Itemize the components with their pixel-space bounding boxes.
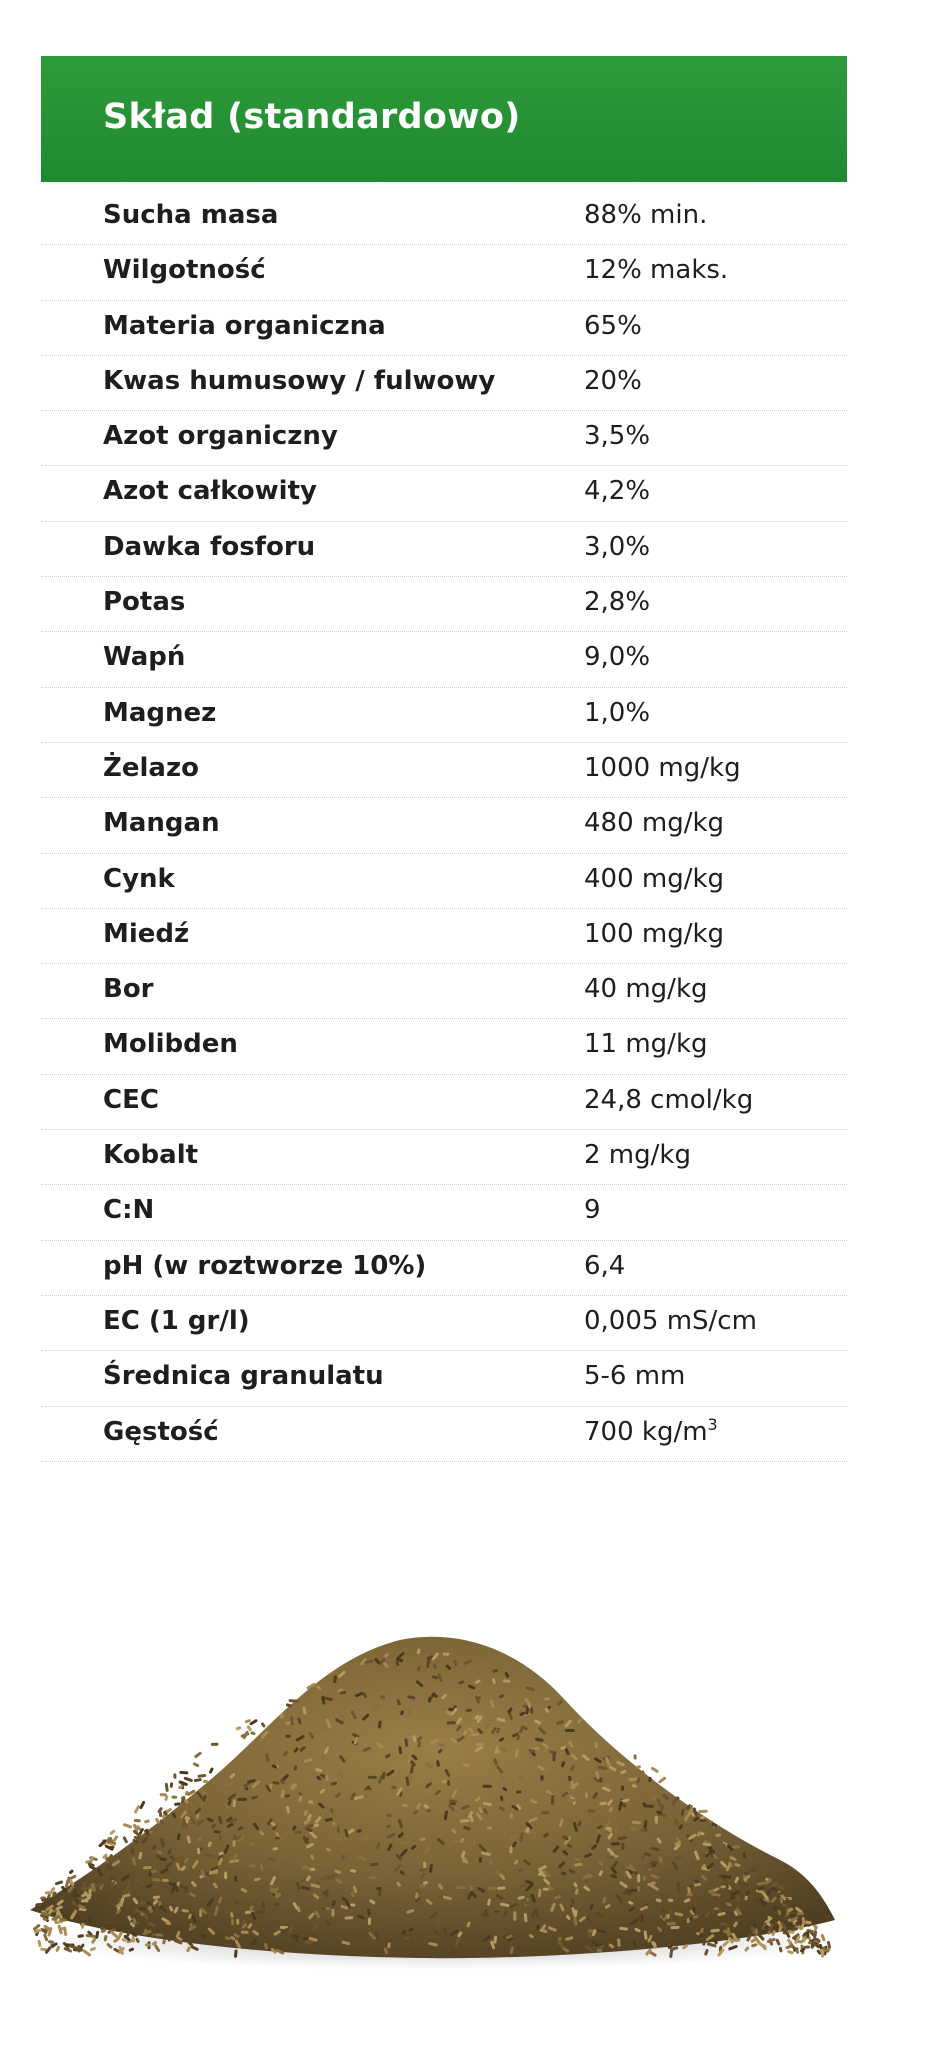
row-label: Materia organiczna bbox=[103, 310, 386, 341]
pellet bbox=[156, 1933, 164, 1936]
row-value-text: 65% bbox=[584, 310, 642, 341]
pellet bbox=[262, 1902, 265, 1910]
pellet bbox=[621, 1786, 624, 1791]
table-row bbox=[41, 577, 847, 632]
table-row bbox=[41, 1185, 847, 1240]
pellet bbox=[139, 1908, 146, 1911]
pellet bbox=[224, 1872, 227, 1880]
row-value bbox=[584, 1085, 753, 1115]
row-label: Dawka fosforu bbox=[103, 531, 316, 562]
pellet bbox=[481, 1913, 488, 1916]
row-value bbox=[584, 753, 741, 783]
row-label: Wapń bbox=[103, 642, 186, 673]
pellet bbox=[565, 1729, 575, 1732]
row-value-text: 24,8 cmol/kg bbox=[584, 1084, 754, 1115]
pellet bbox=[310, 1868, 315, 1871]
table-row bbox=[41, 466, 847, 521]
pellet bbox=[203, 1780, 209, 1784]
pellet bbox=[658, 1776, 667, 1784]
pellet bbox=[482, 1785, 492, 1788]
row-value bbox=[584, 421, 650, 451]
pellet bbox=[260, 1722, 266, 1728]
pellet bbox=[456, 1886, 465, 1889]
row-label: Molibden bbox=[103, 1029, 238, 1060]
section-header bbox=[41, 56, 847, 182]
pellet bbox=[677, 1882, 681, 1892]
row-label: C:N bbox=[103, 1195, 155, 1226]
pellet bbox=[368, 1876, 376, 1879]
row-value bbox=[584, 587, 650, 617]
pellet bbox=[331, 1909, 334, 1917]
pellet bbox=[122, 1836, 128, 1844]
pellet bbox=[235, 1726, 241, 1731]
row-label: EC (1 gr/l) bbox=[103, 1305, 250, 1336]
pellet bbox=[246, 1725, 252, 1732]
pellet bbox=[194, 1778, 202, 1782]
row-label: Kobalt bbox=[103, 1140, 199, 1171]
row-value-text: 1000 mg/kg bbox=[584, 752, 741, 783]
row-value-text: 1,0% bbox=[584, 697, 651, 728]
pellet bbox=[233, 1840, 236, 1847]
pellet bbox=[516, 1790, 521, 1793]
pellet bbox=[285, 1735, 290, 1738]
pellet bbox=[714, 1907, 719, 1910]
pellet bbox=[368, 1918, 371, 1925]
composition-table bbox=[41, 190, 847, 1462]
pellet bbox=[750, 1869, 756, 1872]
row-label: CEC bbox=[103, 1084, 159, 1115]
pellet bbox=[606, 1855, 614, 1859]
pellet bbox=[165, 1783, 169, 1792]
row-value bbox=[584, 642, 650, 672]
pellet bbox=[290, 1716, 294, 1725]
pellet-pile-image bbox=[20, 1610, 840, 1970]
row-value-text: 9,0% bbox=[584, 642, 651, 673]
pellet bbox=[326, 1876, 334, 1880]
pellet bbox=[139, 1800, 146, 1809]
row-value bbox=[584, 1306, 757, 1336]
row-value-text: 88% min. bbox=[584, 200, 708, 230]
pellet bbox=[344, 1916, 353, 1920]
row-value-text: 9 bbox=[584, 1195, 601, 1226]
pellet bbox=[646, 1805, 654, 1808]
pellet bbox=[123, 1823, 133, 1829]
row-label: Wilgotność bbox=[103, 255, 266, 286]
row-value bbox=[584, 1140, 691, 1170]
pellet bbox=[687, 1893, 693, 1896]
pellet bbox=[640, 1914, 644, 1922]
pellet bbox=[569, 1799, 576, 1802]
row-value-superscript: 3 bbox=[707, 1414, 718, 1434]
pellet bbox=[699, 1819, 706, 1822]
pellet bbox=[510, 1813, 513, 1819]
pellet bbox=[446, 1721, 455, 1724]
row-value bbox=[584, 1414, 718, 1447]
table-row bbox=[41, 245, 847, 300]
pellet bbox=[541, 1775, 544, 1781]
row-value bbox=[584, 255, 728, 285]
pellet bbox=[513, 1911, 516, 1921]
pellet bbox=[224, 1783, 230, 1786]
row-value bbox=[584, 200, 707, 230]
pellet bbox=[231, 1919, 234, 1925]
pellet bbox=[450, 1802, 457, 1805]
pellet bbox=[208, 1767, 214, 1774]
row-value-text: 11 mg/kg bbox=[584, 1029, 708, 1060]
pellet bbox=[637, 1874, 640, 1883]
table-row bbox=[41, 854, 847, 909]
pellet bbox=[77, 1945, 81, 1953]
pellet bbox=[611, 1842, 620, 1845]
row-value-text: 400 mg/kg bbox=[584, 863, 725, 894]
row-value bbox=[584, 532, 650, 562]
section-title: Skład (standardowo) bbox=[103, 97, 521, 137]
row-value-text: 700 kg/m bbox=[584, 1416, 708, 1447]
pellet bbox=[259, 1738, 262, 1747]
table-row bbox=[41, 1351, 847, 1406]
pellet bbox=[698, 1810, 708, 1813]
pellet bbox=[237, 1798, 247, 1801]
pellet bbox=[236, 1919, 239, 1925]
row-value-text: 5-6 mm bbox=[584, 1361, 686, 1392]
pellet bbox=[470, 1733, 479, 1737]
row-value-text: 6,4 bbox=[584, 1250, 626, 1281]
row-value-text: 40 mg/kg bbox=[584, 974, 708, 1005]
row-value-text: 2 mg/kg bbox=[584, 1140, 691, 1171]
pellet bbox=[134, 1819, 141, 1823]
table-row bbox=[41, 1130, 847, 1185]
pellet bbox=[162, 1879, 169, 1882]
row-label: Żelazo bbox=[103, 752, 199, 783]
row-label: Azot organiczny bbox=[103, 421, 338, 452]
pellet bbox=[630, 1827, 637, 1830]
table-row bbox=[41, 1241, 847, 1296]
pellet bbox=[489, 1860, 492, 1865]
row-value bbox=[584, 808, 724, 838]
table-row bbox=[41, 743, 847, 798]
row-value bbox=[584, 1251, 625, 1281]
row-value-text: 480 mg/kg bbox=[584, 808, 725, 839]
pellet bbox=[720, 1885, 726, 1888]
row-value-text: 20% bbox=[584, 365, 642, 396]
row-value-text: 2,8% bbox=[584, 587, 651, 618]
pellet bbox=[194, 1751, 203, 1758]
row-label: Mangan bbox=[103, 808, 220, 839]
table-row bbox=[41, 798, 847, 853]
row-label: Gęstość bbox=[103, 1416, 219, 1447]
pellet bbox=[241, 1930, 249, 1934]
row-value bbox=[584, 919, 724, 949]
row-value bbox=[584, 864, 724, 894]
row-value-text: 0,005 mS/cm bbox=[584, 1305, 757, 1336]
pellet bbox=[145, 1943, 150, 1946]
pellet bbox=[170, 1782, 174, 1788]
row-value bbox=[584, 1195, 601, 1225]
row-value bbox=[584, 366, 642, 396]
row-label: Sucha masa bbox=[103, 200, 279, 230]
pellet bbox=[143, 1866, 152, 1870]
row-value bbox=[584, 698, 650, 728]
pellet bbox=[159, 1811, 162, 1817]
pellet bbox=[250, 1731, 256, 1735]
table-row bbox=[41, 1407, 847, 1462]
pellet bbox=[797, 1912, 804, 1915]
pellet bbox=[68, 1869, 74, 1875]
row-value-text: 3,5% bbox=[584, 421, 651, 452]
pellet bbox=[650, 1766, 659, 1773]
pellet bbox=[249, 1719, 258, 1726]
pellet bbox=[280, 1713, 283, 1718]
table-row bbox=[41, 909, 847, 964]
pellet bbox=[720, 1922, 728, 1926]
pellet bbox=[552, 1752, 555, 1762]
pellet bbox=[543, 1888, 549, 1891]
pellet bbox=[648, 1777, 651, 1782]
row-value-text: 3,0% bbox=[584, 531, 651, 562]
pellet bbox=[133, 1805, 140, 1814]
pellet bbox=[248, 1884, 256, 1887]
row-value bbox=[584, 311, 642, 341]
pellet bbox=[223, 1883, 226, 1889]
row-value bbox=[584, 1361, 685, 1391]
pellet bbox=[732, 1845, 741, 1849]
table-row bbox=[41, 964, 847, 1019]
row-label: Kwas humusowy / fulwowy bbox=[103, 365, 496, 396]
pellet bbox=[109, 1829, 116, 1835]
pellet bbox=[466, 1709, 472, 1712]
row-value bbox=[584, 476, 650, 506]
pellet bbox=[171, 1795, 177, 1798]
table-row bbox=[41, 688, 847, 743]
pellet bbox=[59, 1919, 66, 1922]
row-value-text: 12% maks. bbox=[584, 255, 729, 286]
pellet bbox=[286, 1703, 292, 1707]
pellet bbox=[402, 1841, 409, 1844]
row-label: Średnica granulatu bbox=[103, 1361, 384, 1392]
pellet bbox=[183, 1776, 193, 1782]
table-row bbox=[41, 411, 847, 466]
pellet bbox=[192, 1762, 199, 1768]
pellet bbox=[487, 1827, 492, 1830]
pellet bbox=[443, 1652, 450, 1655]
pellet bbox=[211, 1743, 219, 1746]
pellet bbox=[529, 1752, 532, 1759]
row-label: Miedź bbox=[103, 918, 190, 949]
pellet bbox=[336, 1838, 343, 1841]
table-row bbox=[41, 632, 847, 687]
table-row bbox=[41, 1075, 847, 1130]
pellet bbox=[702, 1939, 705, 1945]
pellet bbox=[633, 1754, 637, 1759]
row-value bbox=[584, 974, 708, 1004]
table-row bbox=[41, 522, 847, 577]
row-label: Azot całkowity bbox=[103, 476, 317, 507]
pellet bbox=[670, 1926, 679, 1929]
pellet bbox=[89, 1916, 92, 1923]
row-label: pH (w roztworze 10%) bbox=[103, 1250, 427, 1281]
row-value bbox=[584, 1029, 708, 1059]
table-row bbox=[41, 1019, 847, 1074]
pellet bbox=[804, 1945, 811, 1948]
pellet bbox=[368, 1776, 377, 1779]
row-label: Magnez bbox=[103, 697, 217, 728]
pellet bbox=[131, 1847, 134, 1854]
row-label: Bor bbox=[103, 974, 154, 1005]
table-row bbox=[41, 1296, 847, 1351]
pellet bbox=[640, 1828, 648, 1832]
pellet bbox=[451, 1839, 460, 1843]
pellet bbox=[55, 1880, 64, 1885]
row-value-text: 100 mg/kg bbox=[584, 918, 725, 949]
table-row bbox=[41, 356, 847, 411]
pellet bbox=[197, 1774, 206, 1778]
row-value-text: 4,2% bbox=[584, 476, 651, 507]
table-row bbox=[41, 301, 847, 356]
pellet bbox=[319, 1726, 328, 1730]
pellet bbox=[426, 1809, 431, 1812]
pellet bbox=[64, 1947, 70, 1950]
pellet bbox=[438, 1743, 445, 1746]
pellet bbox=[621, 1843, 624, 1850]
pellet bbox=[144, 1819, 150, 1824]
pellet bbox=[517, 1776, 524, 1779]
table-row bbox=[41, 190, 847, 245]
pellet bbox=[105, 1893, 111, 1896]
pellet bbox=[173, 1773, 176, 1778]
pellet bbox=[179, 1771, 188, 1775]
row-label: Cynk bbox=[103, 863, 175, 894]
row-label: Potas bbox=[103, 587, 186, 618]
pellet bbox=[325, 1907, 330, 1910]
pellet bbox=[274, 1903, 280, 1906]
